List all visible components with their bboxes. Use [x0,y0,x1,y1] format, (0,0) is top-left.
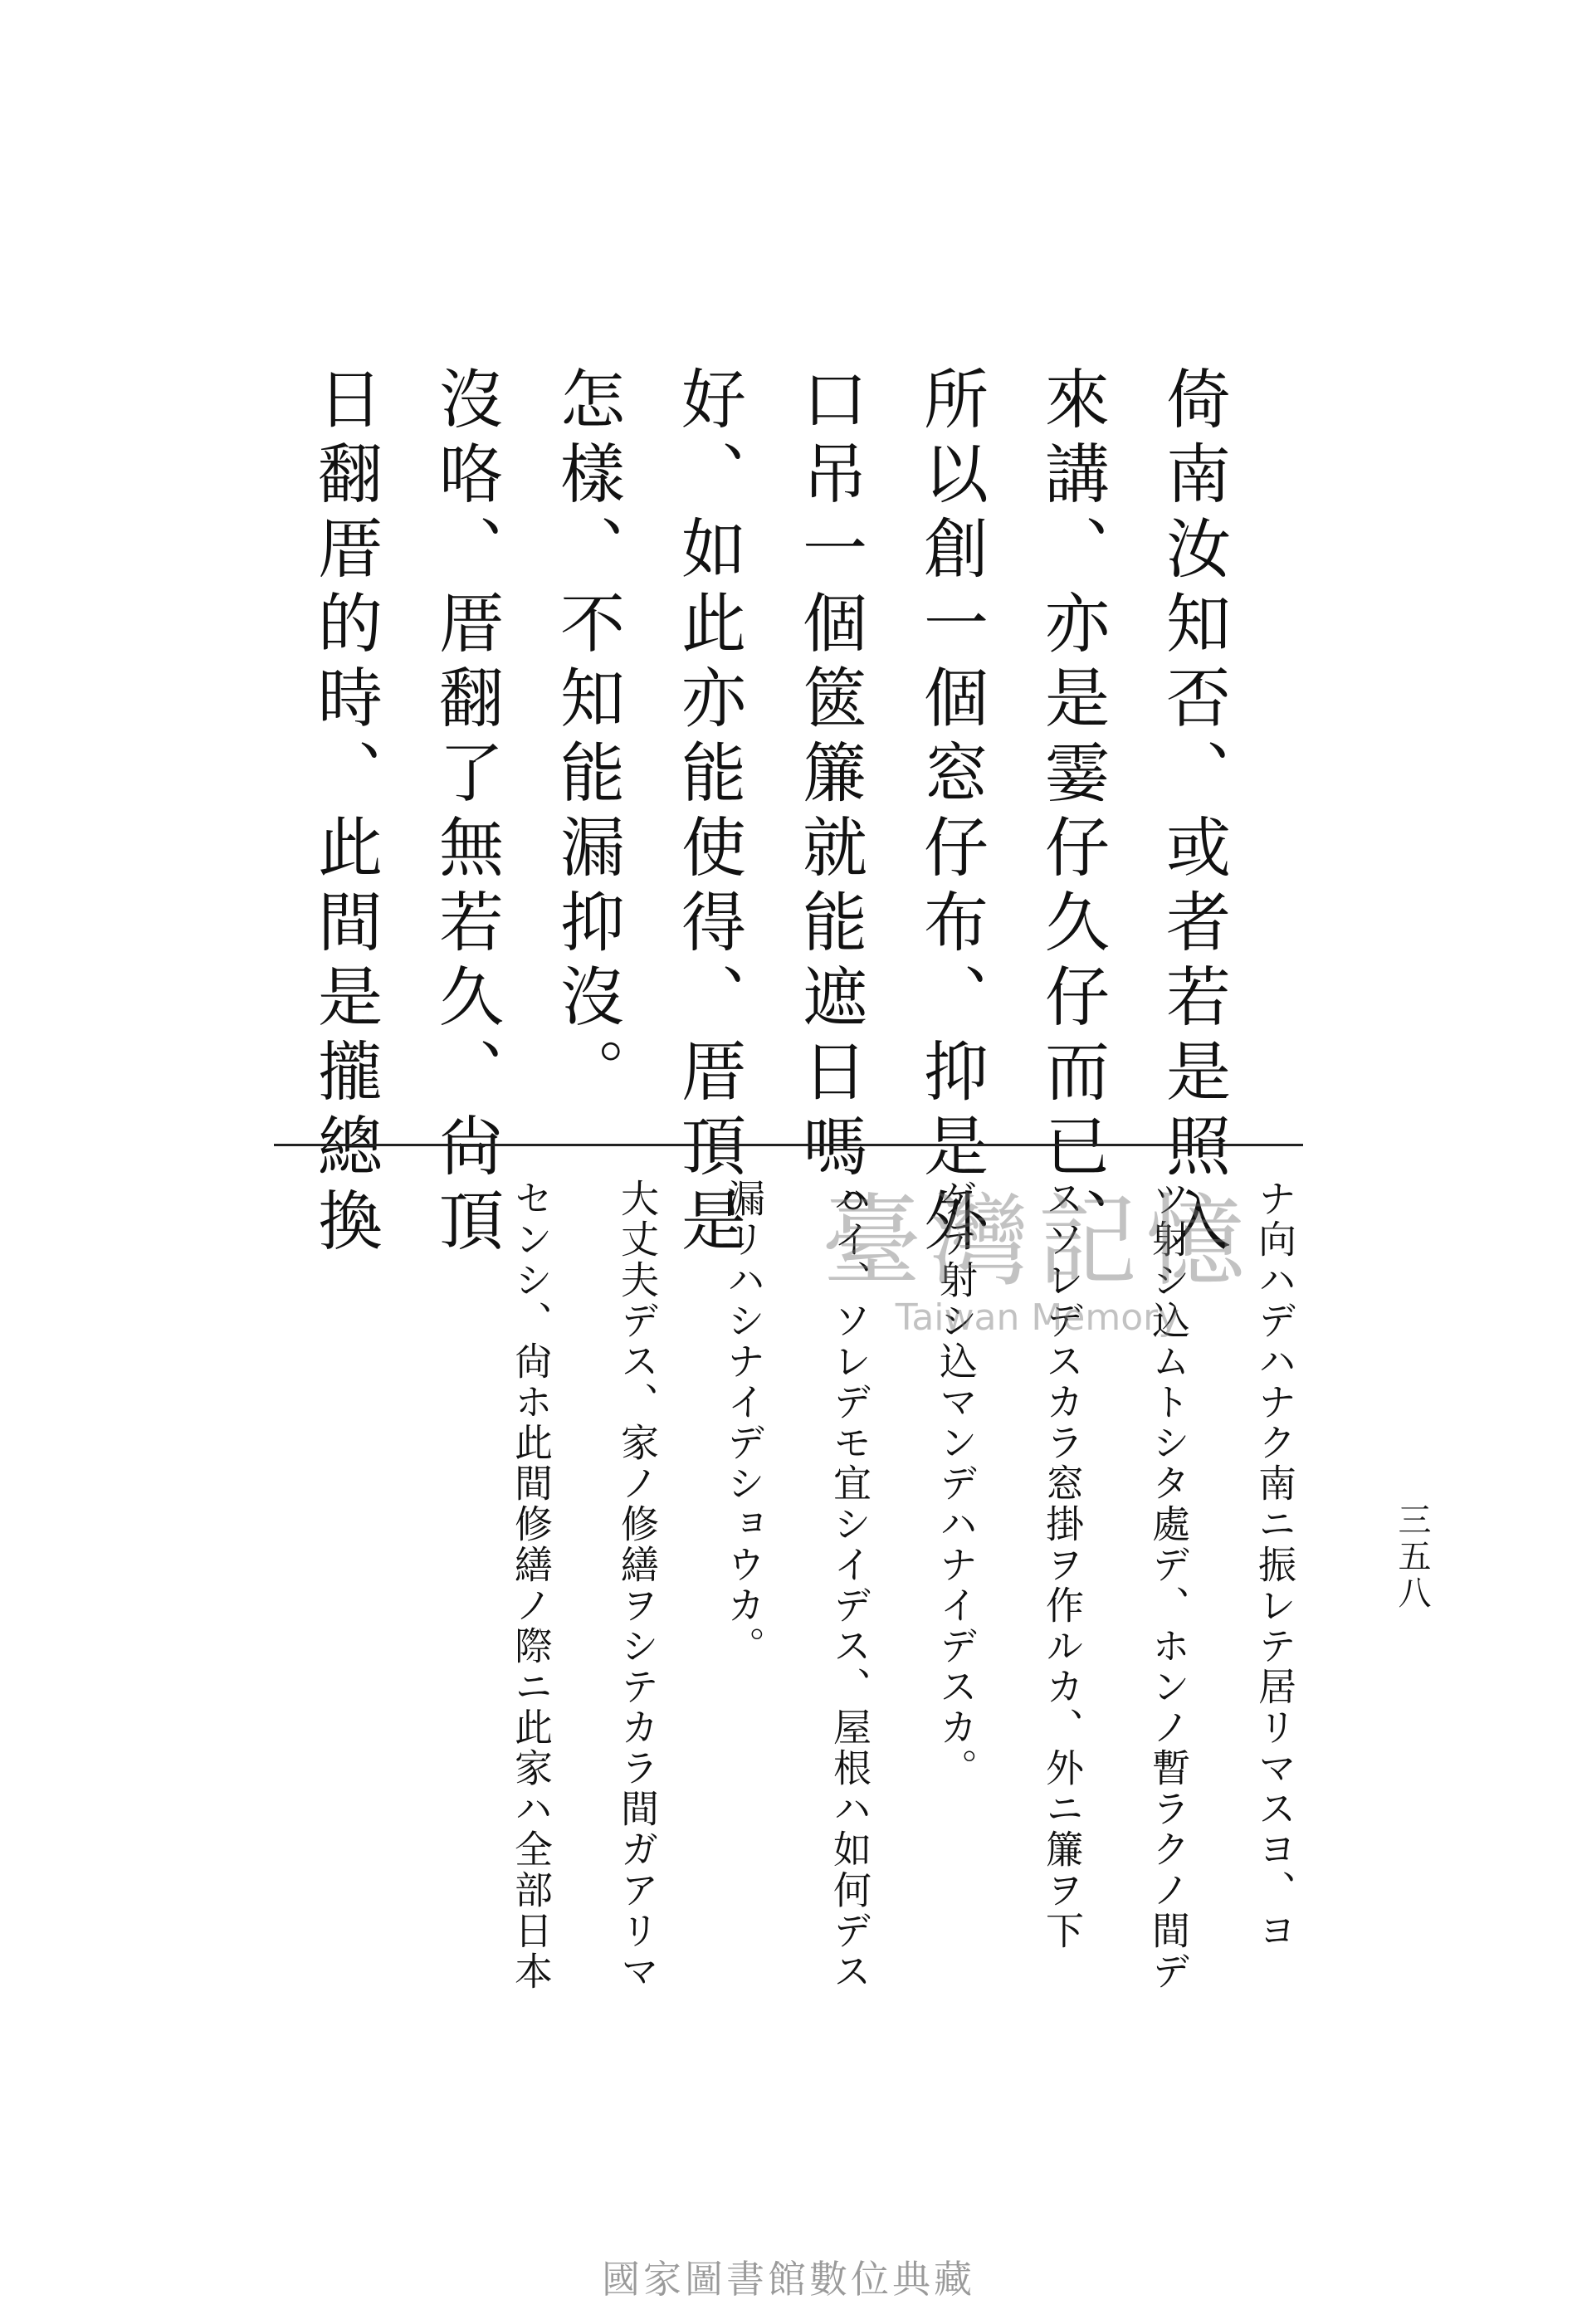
watermark-chinese: 臺灣記憶 [822,1184,1253,1300]
watermark-english: Taiwan Memory [895,1296,1180,1339]
lower-column: センシ、尙ホ此間修繕ノ際ニ此家ハ全部日本 [509,1179,554,1992]
lower-column: ゲテ射シ込マンデハナイデスカ。 [934,1179,979,1789]
upper-column: 沒咯、厝翻了無若久、尙頂 [428,365,503,1262]
page-number: 三五八 [1393,1502,1431,1612]
upper-column: 日翻厝的時、此間是攏總換 [307,365,382,1262]
lower-column: ナ向ハデハナク南ニ振レテ居リマスヨ、ヨ [1252,1179,1297,1951]
upper-column: 所以創一個窓仔布、抑是外 [913,365,988,1262]
upper-column: 倚南汝知否、或者若是照入 [1155,365,1230,1262]
lower-column: 大丈夫デス、家ノ修繕ヲシテカラ間ガアリマ [615,1179,660,1992]
upper-column: 怎樣、不知能漏抑沒。 [549,365,624,1112]
lower-column: ツ射シ込ムトシタ處デ、ホンノ暫ラクノ間デ [1146,1179,1191,1992]
lower-column: スソレデスカラ窓掛ヲ作ルカ、外ニ簾ヲ下 [1040,1179,1085,1951]
lower-column: ハイ、ソレデモ宜シイデス、屋根ハ如何デス [828,1179,872,1992]
watermark-logo [772,1162,1303,1339]
upper-column: 好、如此亦能使得、厝頂是 [671,365,745,1262]
upper-column: 來講、亦是霎仔久仔而已、 [1034,365,1109,1262]
lower-column: 漏リハシナイデショウカ。 [721,1179,766,1667]
horizontal-divider [274,1144,1303,1146]
footer-text: 國家圖書館數位典藏 [602,2257,975,2302]
upper-column: 口吊一個篋簾就能遮日嗎。 [792,365,867,1262]
